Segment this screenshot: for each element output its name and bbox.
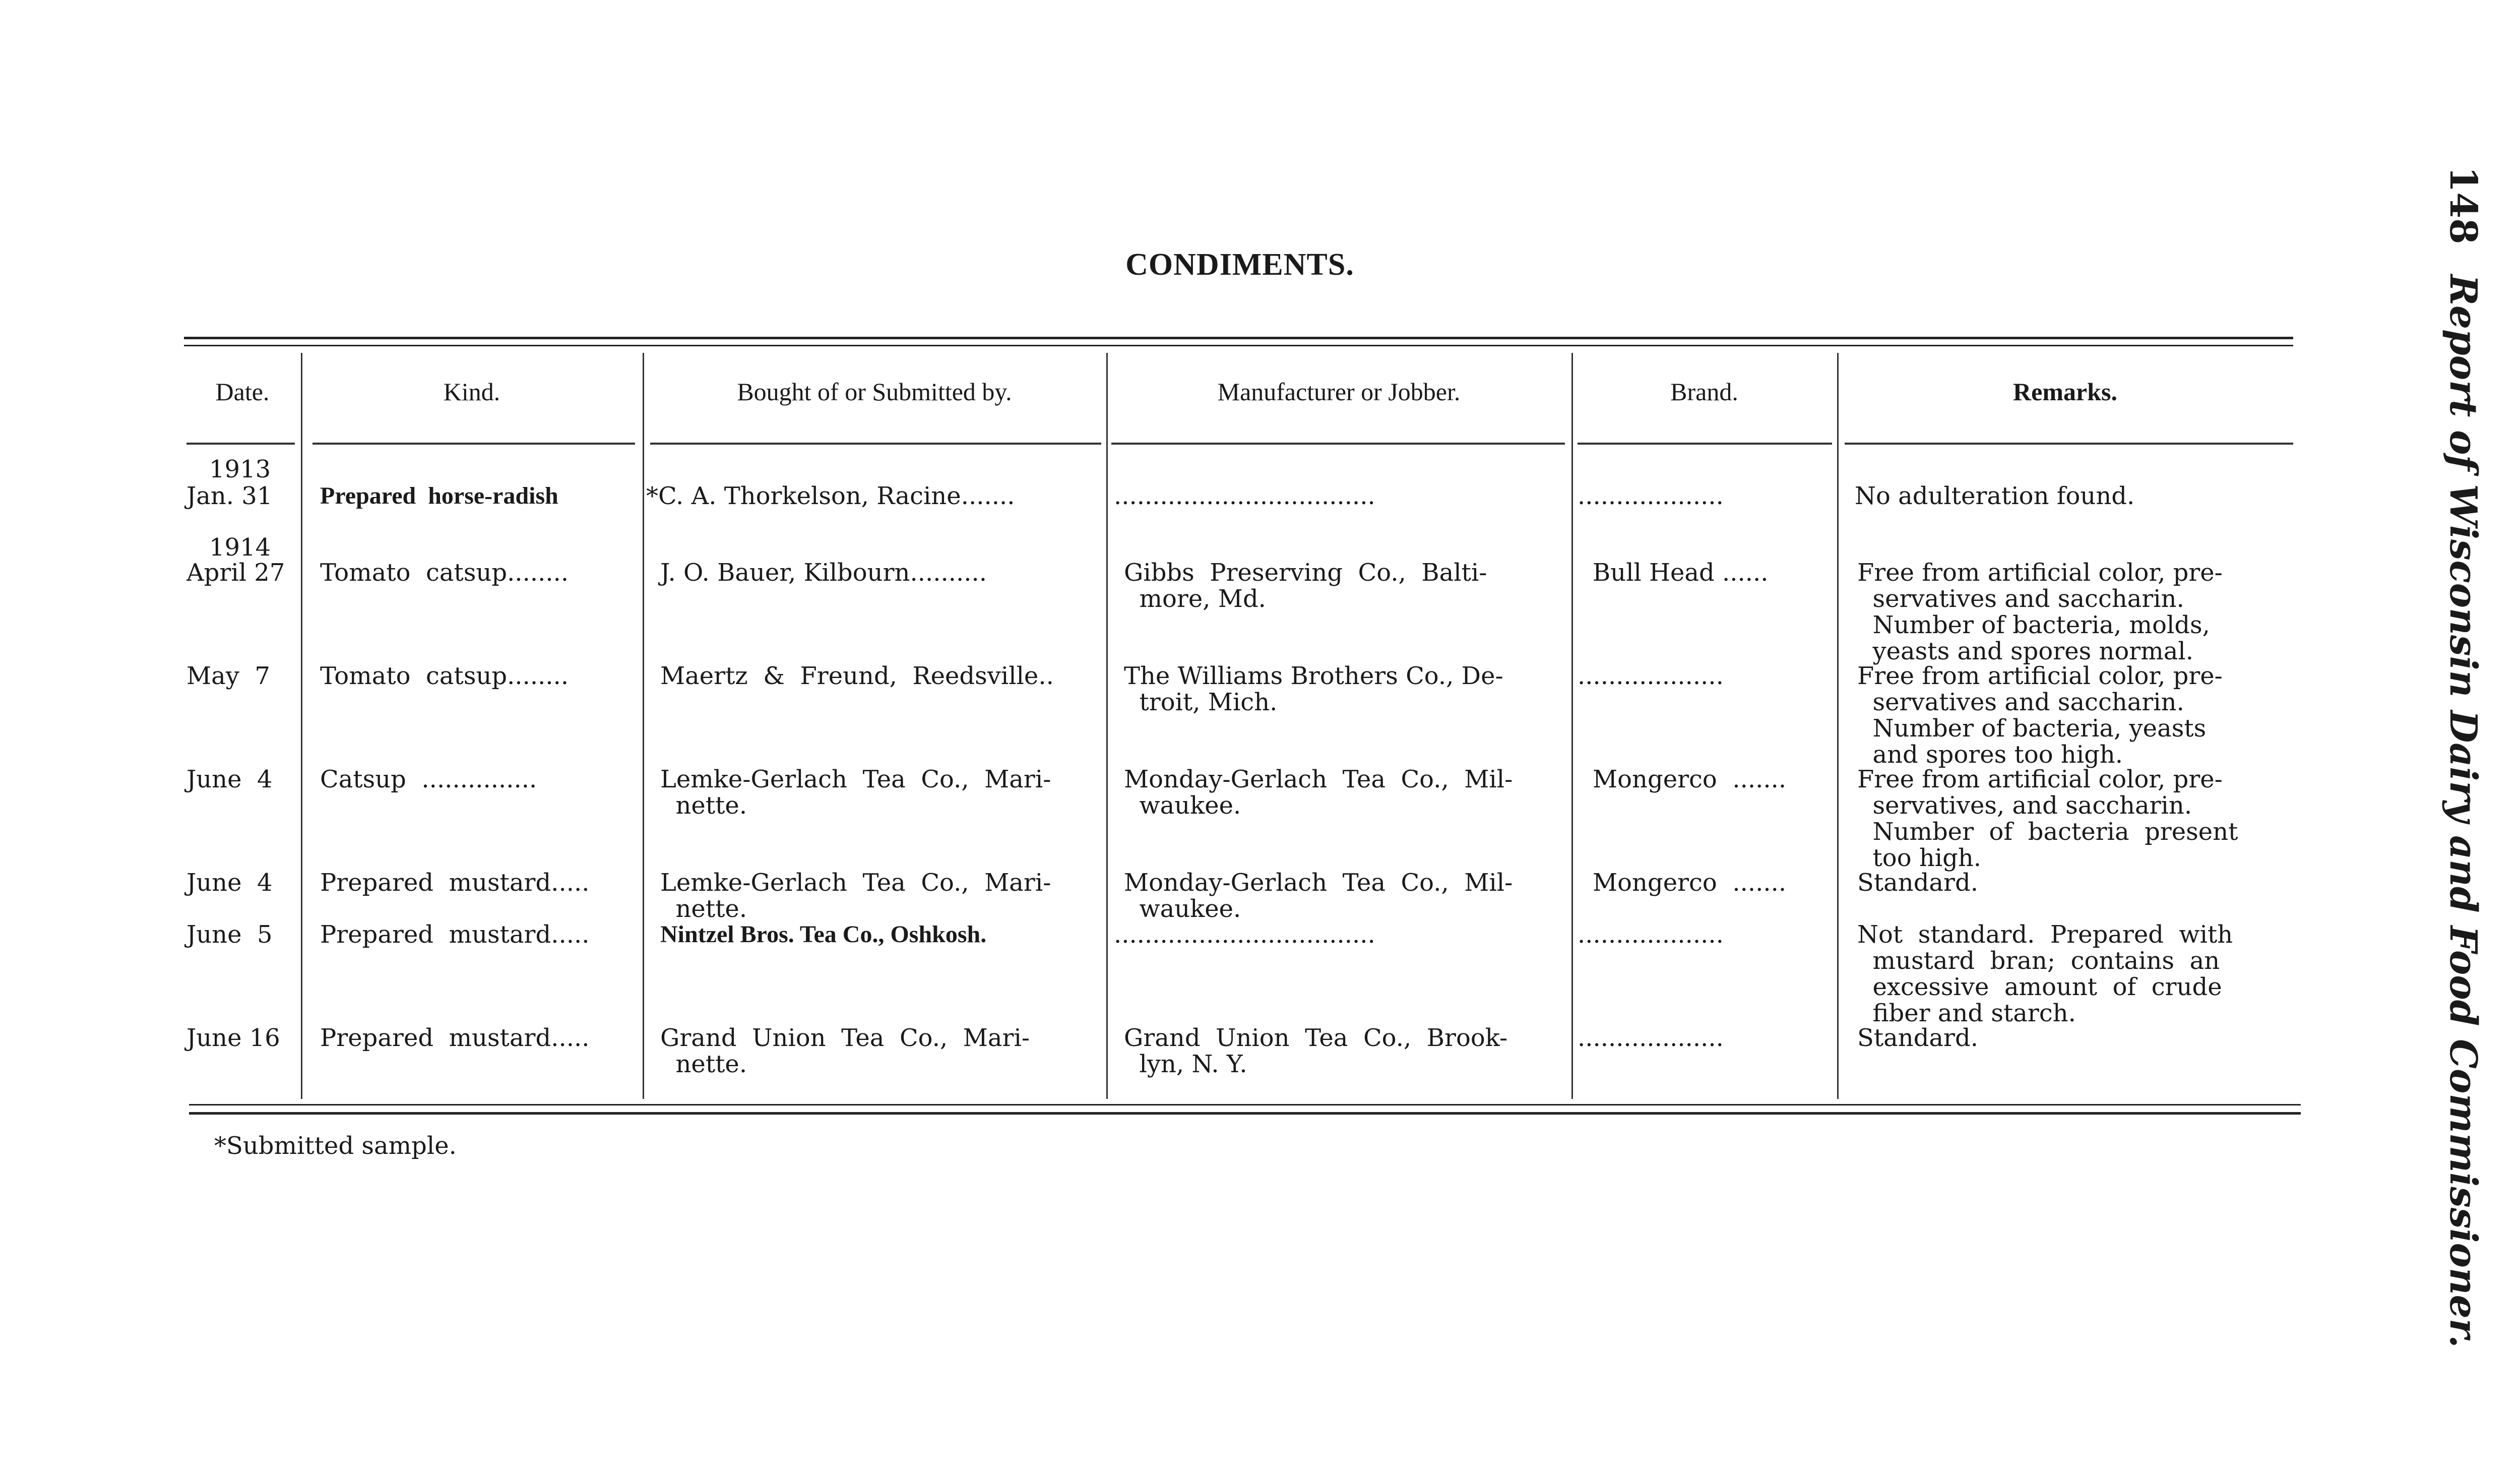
table-row-remarks: Standard. <box>1857 869 1978 897</box>
top-rule <box>184 337 2293 339</box>
column-divider <box>301 353 302 1099</box>
header-underline <box>186 443 295 445</box>
header-underline <box>650 443 1101 445</box>
table-row-manufacturer: .................................. <box>1114 482 1375 510</box>
column-divider <box>1837 353 1839 1099</box>
table-row-bought: Maertz & Freund, Reedsville.. <box>660 662 1054 690</box>
table-row-bought: Lemke-Gerlach Tea Co., Mari- nette. <box>660 765 1051 820</box>
table-row-remarks: No adulteration found. <box>1855 482 2135 510</box>
table-row-bought: J. O. Bauer, Kilbourn.......... <box>660 559 987 587</box>
table-row-bought: Lemke-Gerlach Tea Co., Mari- nette. <box>660 869 1051 923</box>
table-row-brand: ................... <box>1578 921 1724 949</box>
column-divider <box>643 353 644 1099</box>
header-kind: Kind. <box>443 378 500 406</box>
header-underline <box>1111 443 1565 445</box>
column-divider <box>1106 353 1108 1099</box>
running-head <box>2441 166 2485 1348</box>
table-row-remarks: Free from artificial color, pre- servatives, and saccharin. Number of bacteria present too high. <box>1857 765 2238 872</box>
table-row-remarks: Standard. <box>1857 1024 1978 1052</box>
table-row-brand: Mongerco ....... <box>1593 869 1787 897</box>
table-row-manufacturer: Gibbs Preserving Co., Balti- more, Md. <box>1124 559 1487 613</box>
table-row-date: June 5 <box>186 921 273 949</box>
table-row-date: June 16 <box>186 1024 280 1052</box>
table-row-manufacturer: Monday-Gerlach Tea Co., Mil- waukee. <box>1124 869 1513 923</box>
table-row-bought: *C. A. Thorkelson, Racine....... <box>646 482 1015 510</box>
table-row-kind: Prepared horse-radish <box>320 482 558 509</box>
table-row-remarks: Not standard. Prepared with mustard bran; contains an excessive amount of crude fiber and starch. <box>1857 921 2233 1027</box>
table-row-date: May 7 <box>186 662 270 690</box>
table-row-brand: Mongerco ....... <box>1593 765 1787 793</box>
table-row-manufacturer: .................................. <box>1114 921 1375 949</box>
table-row-brand: ................... <box>1578 1024 1724 1052</box>
table-row-date: Jan. 31 <box>186 482 273 510</box>
header-date: Date. <box>215 378 270 406</box>
table-row-year: 1914 <box>209 533 271 562</box>
header-remarks: Remarks. <box>2013 378 2117 406</box>
table-row-date: April 27 <box>186 559 285 587</box>
table-row-brand: ................... <box>1578 482 1724 510</box>
table-row-bought: Nintzel Bros. Tea Co., Oshkosh. <box>660 921 987 948</box>
header-brand: Brand. <box>1670 378 1738 406</box>
table-row-year: 1913 <box>209 455 271 483</box>
table-row-remarks: Free from artificial color, pre- servatives and saccharin. Number of bacteria, molds, yeasts and spores normal. <box>1857 559 2223 665</box>
table-row-date: June 4 <box>186 765 273 793</box>
table-row-kind: Prepared mustard..... <box>320 921 590 949</box>
running-head-text: Report of Wisconsin Dairy and Food Commissioner. <box>2441 274 2485 1348</box>
bottom-rule <box>189 1104 2301 1106</box>
column-divider <box>1571 353 1573 1099</box>
table-row-kind: Prepared mustard..... <box>320 1024 590 1052</box>
header-underline <box>312 443 635 445</box>
table-row-date: June 4 <box>186 869 273 897</box>
table-row-brand: ................... <box>1578 662 1724 690</box>
table-row-kind: Tomato catsup........ <box>320 662 569 690</box>
header-bought: Bought of or Submitted by. <box>737 378 1012 406</box>
table-row-remarks: Free from artificial color, pre- servatives and saccharin. Number of bacteria, yeasts and spores too high. <box>1857 662 2223 769</box>
header-underline <box>1845 443 2293 445</box>
top-rule-inner <box>184 345 2293 346</box>
table-row-kind: Prepared mustard..... <box>320 869 590 897</box>
header-manufacturer: Manufacturer or Jobber. <box>1217 378 1461 406</box>
footnote: *Submitted sample. <box>214 1132 457 1160</box>
table-row-kind: Catsup ............... <box>320 765 537 793</box>
table-row-kind: Tomato catsup........ <box>320 559 569 587</box>
page-number: 148 <box>2441 166 2485 244</box>
table-row-manufacturer: Grand Union Tea Co., Brook- lyn, N. Y. <box>1124 1024 1508 1078</box>
table-row-manufacturer: The Williams Brothers Co., De- troit, Mich. <box>1124 662 1503 716</box>
bottom-rule-outer <box>189 1112 2301 1115</box>
page-title: CONDIMENTS. <box>1125 248 1354 282</box>
header-underline <box>1578 443 1832 445</box>
table-row-bought: Grand Union Tea Co., Mari- nette. <box>660 1024 1030 1078</box>
table-row-manufacturer: Monday-Gerlach Tea Co., Mil- waukee. <box>1124 765 1513 820</box>
table-row-brand: Bull Head ...... <box>1593 559 1769 587</box>
